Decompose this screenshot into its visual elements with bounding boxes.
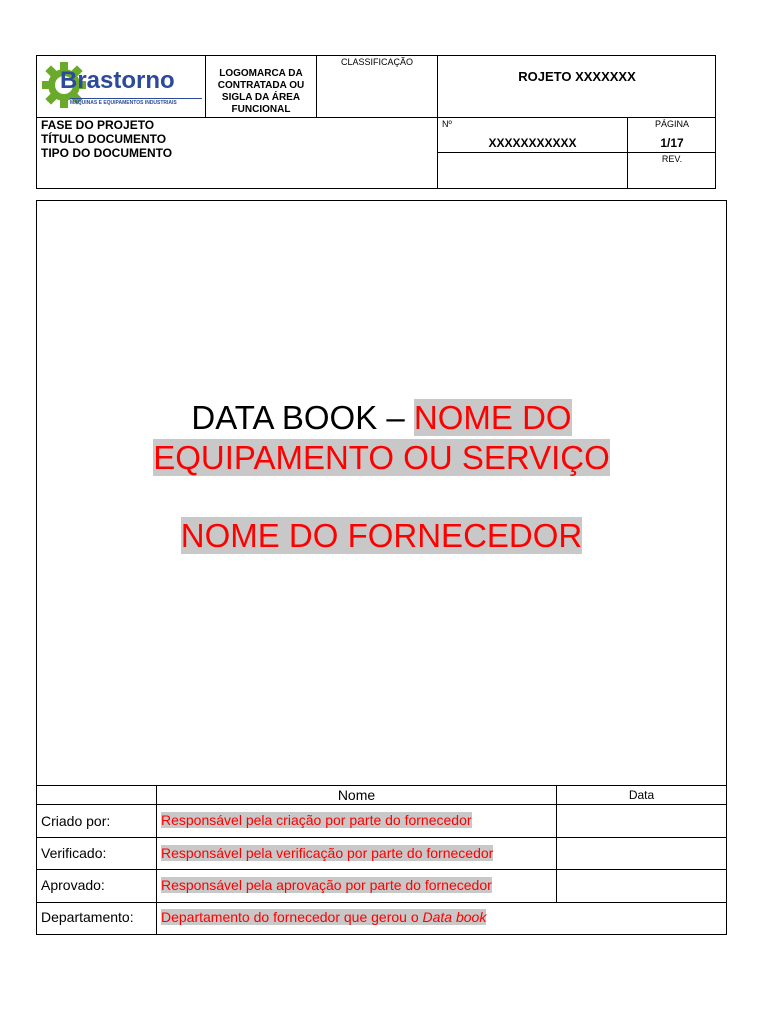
pagina-value: 1/17 (660, 136, 684, 150)
row-label-departamento: Departamento: (41, 909, 134, 925)
row-label-verificado: Verificado: (41, 845, 107, 861)
verificado-value: Responsável pela verificação por parte do fornecedor (161, 845, 494, 861)
company-logo (40, 58, 202, 114)
col-header-nome: Nome (337, 787, 376, 803)
cover-title (36, 398, 727, 478)
row-label-aprovado: Aprovado: (41, 877, 105, 893)
title-prefix: DATA BOOK – (191, 399, 405, 436)
logo-brand: Brastorno (60, 67, 175, 94)
table-line (36, 837, 727, 838)
row-label-criado: Criado por: (41, 813, 111, 829)
table-line (156, 785, 157, 935)
departamento-value (161, 909, 486, 925)
table-line (556, 785, 557, 902)
col-header-data: Data (628, 788, 655, 802)
row-value-departamento (161, 909, 486, 925)
equipment-name-line1: NOME DO (413, 399, 572, 436)
departamento-value-italic: Data book (422, 909, 487, 925)
departamento-value-text: Departamento do fornecedor que gerou o (161, 909, 423, 925)
row-value-criado (161, 812, 472, 828)
supplier-name-block (36, 516, 727, 556)
titulo-documento: TÍTULO DOCUMENTO (41, 132, 167, 146)
divider (205, 55, 206, 118)
table-line (36, 785, 727, 786)
logomarca-placeholder: LOGOMARCA DA CONTRATADA OU SIGLA DA ÁREA FUNCIONAL (217, 68, 305, 115)
criado-por-value: Responsável pela criação por parte do fornecedor (161, 812, 472, 828)
numero-value: XXXXXXXXXXX (488, 136, 577, 150)
table-line (36, 804, 727, 805)
numero-label: Nº (442, 119, 452, 129)
fase-do-projeto: FASE DO PROJETO (41, 118, 155, 132)
equipment-name-line2: EQUIPAMENTO OU SERVIÇO (153, 439, 610, 476)
supplier-name: NOME DO FORNECEDOR (180, 517, 583, 554)
tipo-documento: TIPO DO DOCUMENTO (41, 146, 173, 160)
pagina-label: PÁGINA (654, 119, 689, 129)
divider (437, 152, 716, 153)
project-title: ROJETO XXXXXXX (518, 69, 636, 84)
table-line (36, 902, 727, 903)
classificacao-label: CLASSIFICAÇÃO (340, 57, 414, 67)
logo-tagline: MAQUINAS E EQUIPAMENTOS INDUSTRIAIS (70, 98, 202, 106)
row-value-aprovado (161, 877, 492, 893)
aprovado-value: Responsável pela aprovação por parte do fornecedor (161, 877, 492, 893)
table-line (36, 869, 727, 870)
row-value-verificado (161, 845, 493, 861)
rev-label: REV. (661, 154, 683, 164)
